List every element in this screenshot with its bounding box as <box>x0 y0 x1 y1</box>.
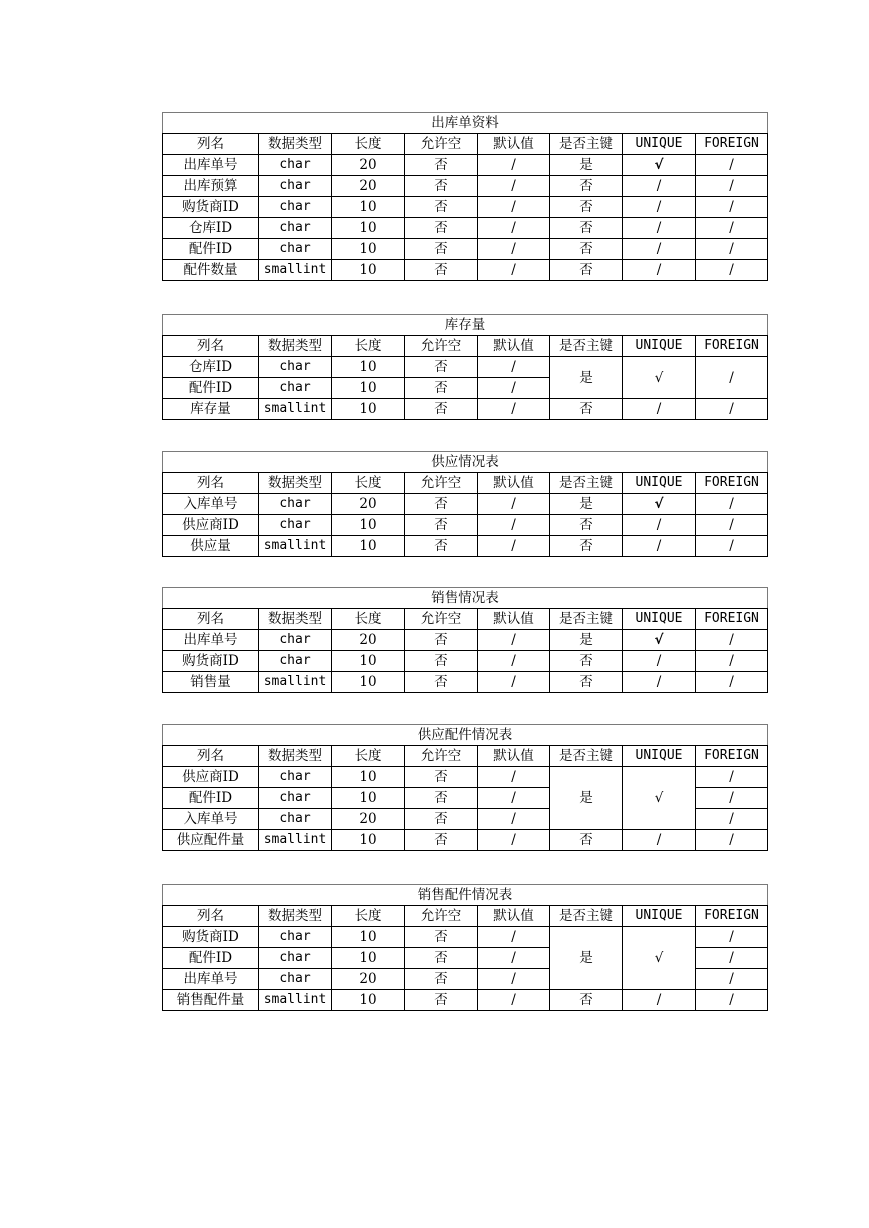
header-default: 默认值 <box>478 906 550 927</box>
header-nullable: 允许空 <box>405 336 478 357</box>
cell-data-type: smallint <box>259 830 332 851</box>
header-nullable: 允许空 <box>405 609 478 630</box>
cell-unique: / <box>623 239 696 260</box>
table-row <box>163 830 768 851</box>
header-unique: UNIQUE <box>623 906 696 927</box>
header-unique: UNIQUE <box>623 473 696 494</box>
cell-primary-key: 否 <box>550 176 623 197</box>
header-length: 长度 <box>332 906 405 927</box>
header-data-type: 数据类型 <box>259 134 332 155</box>
cell-default: / <box>478 536 550 557</box>
cell-default: / <box>478 948 550 969</box>
cell-unique: / <box>623 536 696 557</box>
cell-length: 10 <box>332 515 405 536</box>
cell-foreign: / <box>696 176 768 197</box>
cell-foreign: / <box>696 218 768 239</box>
cell-nullable: 否 <box>405 948 478 969</box>
cell-data-type: smallint <box>259 260 332 281</box>
cell-default: / <box>478 672 550 693</box>
table-title: 出库单资料 <box>163 113 768 134</box>
cell-length: 10 <box>332 378 405 399</box>
cell-column-name: 销售配件量 <box>163 990 259 1011</box>
cell-column-name: 购货商ID <box>163 651 259 672</box>
cell-length: 10 <box>332 399 405 420</box>
header-foreign: FOREIGN <box>696 609 768 630</box>
table-row <box>163 357 768 378</box>
header-nullable: 允许空 <box>405 746 478 767</box>
cell-nullable: 否 <box>405 197 478 218</box>
cell-column-name: 供应量 <box>163 536 259 557</box>
header-length: 长度 <box>332 336 405 357</box>
cell-data-type: smallint <box>259 536 332 557</box>
cell-column-name: 配件数量 <box>163 260 259 281</box>
cell-length: 20 <box>332 155 405 176</box>
cell-unique: √ <box>623 927 696 990</box>
cell-unique: / <box>623 515 696 536</box>
cell-unique: / <box>623 399 696 420</box>
header-primary-key: 是否主键 <box>550 473 623 494</box>
cell-data-type: smallint <box>259 399 332 420</box>
cell-primary-key: 否 <box>550 218 623 239</box>
cell-data-type: smallint <box>259 990 332 1011</box>
table-header-row <box>163 906 768 927</box>
cell-length: 10 <box>332 948 405 969</box>
table-row <box>163 630 768 651</box>
cell-unique: / <box>623 990 696 1011</box>
header-unique: UNIQUE <box>623 134 696 155</box>
header-column-name: 列名 <box>163 609 259 630</box>
cell-column-name: 配件ID <box>163 788 259 809</box>
header-column-name: 列名 <box>163 473 259 494</box>
header-column-name: 列名 <box>163 746 259 767</box>
cell-data-type: char <box>259 969 332 990</box>
cell-length: 10 <box>332 197 405 218</box>
header-primary-key: 是否主键 <box>550 134 623 155</box>
cell-foreign: / <box>696 651 768 672</box>
table-header-row <box>163 609 768 630</box>
cell-foreign: / <box>696 990 768 1011</box>
cell-nullable: 否 <box>405 399 478 420</box>
table-header-row <box>163 336 768 357</box>
cell-foreign: / <box>696 494 768 515</box>
cell-default: / <box>478 155 550 176</box>
header-primary-key: 是否主键 <box>550 746 623 767</box>
cell-primary-key: 是 <box>550 927 623 990</box>
cell-data-type: char <box>259 239 332 260</box>
table-row <box>163 176 768 197</box>
cell-unique: / <box>623 260 696 281</box>
cell-data-type: char <box>259 767 332 788</box>
cell-foreign: / <box>696 969 768 990</box>
header-default: 默认值 <box>478 609 550 630</box>
cell-default: / <box>478 197 550 218</box>
header-column-name: 列名 <box>163 134 259 155</box>
header-unique: UNIQUE <box>623 336 696 357</box>
header-primary-key: 是否主键 <box>550 609 623 630</box>
table-row <box>163 767 768 788</box>
cell-column-name: 仓库ID <box>163 357 259 378</box>
cell-foreign: / <box>696 239 768 260</box>
cell-data-type: char <box>259 515 332 536</box>
header-default: 默认值 <box>478 336 550 357</box>
cell-default: / <box>478 830 550 851</box>
header-length: 长度 <box>332 609 405 630</box>
cell-nullable: 否 <box>405 809 478 830</box>
table-row <box>163 990 768 1011</box>
cell-default: / <box>478 969 550 990</box>
cell-foreign: / <box>696 788 768 809</box>
cell-default: / <box>478 809 550 830</box>
cell-primary-key: 否 <box>550 399 623 420</box>
cell-default: / <box>478 515 550 536</box>
table-header-row <box>163 134 768 155</box>
header-nullable: 允许空 <box>405 473 478 494</box>
table-title-row <box>163 885 768 906</box>
table-row <box>163 536 768 557</box>
cell-column-name: 供应配件量 <box>163 830 259 851</box>
header-unique: UNIQUE <box>623 746 696 767</box>
table-row <box>163 494 768 515</box>
header-primary-key: 是否主键 <box>550 906 623 927</box>
cell-column-name: 入库单号 <box>163 494 259 515</box>
cell-nullable: 否 <box>405 515 478 536</box>
table-row <box>163 239 768 260</box>
header-data-type: 数据类型 <box>259 473 332 494</box>
table-row <box>163 197 768 218</box>
cell-data-type: char <box>259 218 332 239</box>
table-header-row <box>163 746 768 767</box>
cell-length: 10 <box>332 767 405 788</box>
header-default: 默认值 <box>478 134 550 155</box>
cell-foreign: / <box>696 630 768 651</box>
cell-length: 20 <box>332 176 405 197</box>
cell-primary-key: 否 <box>550 990 623 1011</box>
cell-length: 20 <box>332 969 405 990</box>
cell-default: / <box>478 927 550 948</box>
header-foreign: FOREIGN <box>696 336 768 357</box>
cell-unique: √ <box>623 630 696 651</box>
cell-column-name: 出库预算 <box>163 176 259 197</box>
table-title: 销售配件情况表 <box>163 885 768 906</box>
cell-data-type: char <box>259 788 332 809</box>
cell-nullable: 否 <box>405 239 478 260</box>
cell-primary-key: 否 <box>550 830 623 851</box>
table-title-row <box>163 725 768 746</box>
table-sales <box>162 587 768 693</box>
table-sales-parts <box>162 884 768 1011</box>
header-unique: UNIQUE <box>623 609 696 630</box>
cell-length: 10 <box>332 830 405 851</box>
cell-data-type: char <box>259 927 332 948</box>
cell-data-type: char <box>259 809 332 830</box>
cell-length: 10 <box>332 239 405 260</box>
cell-length: 10 <box>332 672 405 693</box>
cell-nullable: 否 <box>405 378 478 399</box>
header-nullable: 允许空 <box>405 906 478 927</box>
cell-length: 20 <box>332 809 405 830</box>
cell-length: 20 <box>332 630 405 651</box>
cell-column-name: 供应商ID <box>163 515 259 536</box>
cell-foreign: / <box>696 830 768 851</box>
cell-data-type: char <box>259 651 332 672</box>
cell-default: / <box>478 260 550 281</box>
cell-foreign: / <box>696 809 768 830</box>
cell-primary-key: 是 <box>550 155 623 176</box>
header-length: 长度 <box>332 473 405 494</box>
table-supply <box>162 451 768 557</box>
cell-foreign: / <box>696 536 768 557</box>
header-foreign: FOREIGN <box>696 746 768 767</box>
table-title: 销售情况表 <box>163 588 768 609</box>
table-title: 供应配件情况表 <box>163 725 768 746</box>
cell-default: / <box>478 239 550 260</box>
cell-column-name: 出库单号 <box>163 155 259 176</box>
cell-column-name: 配件ID <box>163 948 259 969</box>
table-title: 库存量 <box>163 315 768 336</box>
cell-column-name: 配件ID <box>163 239 259 260</box>
cell-nullable: 否 <box>405 927 478 948</box>
header-data-type: 数据类型 <box>259 336 332 357</box>
table-row <box>163 260 768 281</box>
cell-nullable: 否 <box>405 672 478 693</box>
table-row <box>163 672 768 693</box>
cell-unique: √ <box>623 155 696 176</box>
cell-data-type: char <box>259 197 332 218</box>
cell-length: 10 <box>332 927 405 948</box>
cell-nullable: 否 <box>405 830 478 851</box>
cell-column-name: 销售量 <box>163 672 259 693</box>
cell-default: / <box>478 218 550 239</box>
cell-primary-key: 是 <box>550 357 623 399</box>
cell-default: / <box>478 494 550 515</box>
table-title-row <box>163 452 768 473</box>
header-data-type: 数据类型 <box>259 746 332 767</box>
table-row <box>163 515 768 536</box>
table-row <box>163 651 768 672</box>
table-inventory <box>162 314 768 420</box>
cell-primary-key: 是 <box>550 494 623 515</box>
cell-unique: √ <box>623 767 696 830</box>
cell-column-name: 供应商ID <box>163 767 259 788</box>
cell-column-name: 购货商ID <box>163 927 259 948</box>
cell-primary-key: 是 <box>550 767 623 830</box>
cell-nullable: 否 <box>405 176 478 197</box>
cell-data-type: char <box>259 378 332 399</box>
header-data-type: 数据类型 <box>259 609 332 630</box>
cell-primary-key: 否 <box>550 651 623 672</box>
cell-data-type: char <box>259 494 332 515</box>
cell-unique: √ <box>623 357 696 399</box>
cell-data-type: char <box>259 155 332 176</box>
table-row <box>163 218 768 239</box>
cell-foreign: / <box>696 927 768 948</box>
header-default: 默认值 <box>478 473 550 494</box>
cell-length: 10 <box>332 357 405 378</box>
cell-default: / <box>478 788 550 809</box>
cell-foreign: / <box>696 672 768 693</box>
cell-unique: / <box>623 218 696 239</box>
cell-nullable: 否 <box>405 494 478 515</box>
cell-column-name: 入库单号 <box>163 809 259 830</box>
cell-primary-key: 是 <box>550 630 623 651</box>
cell-primary-key: 否 <box>550 260 623 281</box>
cell-data-type: smallint <box>259 672 332 693</box>
cell-column-name: 库存量 <box>163 399 259 420</box>
cell-foreign: / <box>696 399 768 420</box>
header-default: 默认值 <box>478 746 550 767</box>
header-foreign: FOREIGN <box>696 906 768 927</box>
header-data-type: 数据类型 <box>259 906 332 927</box>
cell-nullable: 否 <box>405 357 478 378</box>
cell-foreign: / <box>696 155 768 176</box>
cell-data-type: char <box>259 176 332 197</box>
cell-length: 10 <box>332 218 405 239</box>
cell-length: 10 <box>332 536 405 557</box>
cell-nullable: 否 <box>405 969 478 990</box>
cell-data-type: char <box>259 357 332 378</box>
cell-primary-key: 否 <box>550 515 623 536</box>
table-row <box>163 155 768 176</box>
cell-default: / <box>478 176 550 197</box>
table-title-row <box>163 113 768 134</box>
cell-primary-key: 否 <box>550 536 623 557</box>
cell-column-name: 仓库ID <box>163 218 259 239</box>
cell-default: / <box>478 990 550 1011</box>
cell-nullable: 否 <box>405 630 478 651</box>
table-outbound-order <box>162 112 768 281</box>
cell-foreign: / <box>696 197 768 218</box>
header-foreign: FOREIGN <box>696 134 768 155</box>
cell-unique: / <box>623 197 696 218</box>
header-primary-key: 是否主键 <box>550 336 623 357</box>
cell-length: 10 <box>332 788 405 809</box>
cell-length: 10 <box>332 260 405 281</box>
cell-default: / <box>478 630 550 651</box>
cell-unique: / <box>623 651 696 672</box>
cell-unique: / <box>623 830 696 851</box>
cell-length: 20 <box>332 494 405 515</box>
cell-foreign: / <box>696 357 768 399</box>
cell-column-name: 购货商ID <box>163 197 259 218</box>
cell-nullable: 否 <box>405 260 478 281</box>
cell-default: / <box>478 357 550 378</box>
cell-nullable: 否 <box>405 155 478 176</box>
cell-default: / <box>478 767 550 788</box>
cell-primary-key: 否 <box>550 239 623 260</box>
table-title-row <box>163 588 768 609</box>
table-row <box>163 927 768 948</box>
cell-column-name: 出库单号 <box>163 969 259 990</box>
cell-nullable: 否 <box>405 651 478 672</box>
cell-foreign: / <box>696 260 768 281</box>
header-column-name: 列名 <box>163 336 259 357</box>
table-title-row <box>163 315 768 336</box>
table-supply-parts <box>162 724 768 851</box>
header-nullable: 允许空 <box>405 134 478 155</box>
cell-unique: / <box>623 672 696 693</box>
cell-nullable: 否 <box>405 767 478 788</box>
cell-primary-key: 否 <box>550 197 623 218</box>
cell-primary-key: 否 <box>550 672 623 693</box>
table-row <box>163 399 768 420</box>
table-header-row <box>163 473 768 494</box>
cell-data-type: char <box>259 948 332 969</box>
cell-default: / <box>478 651 550 672</box>
cell-data-type: char <box>259 630 332 651</box>
cell-nullable: 否 <box>405 536 478 557</box>
cell-length: 10 <box>332 990 405 1011</box>
cell-unique: √ <box>623 494 696 515</box>
cell-foreign: / <box>696 515 768 536</box>
table-title: 供应情况表 <box>163 452 768 473</box>
header-length: 长度 <box>332 746 405 767</box>
header-foreign: FOREIGN <box>696 473 768 494</box>
cell-nullable: 否 <box>405 218 478 239</box>
cell-foreign: / <box>696 767 768 788</box>
cell-column-name: 配件ID <box>163 378 259 399</box>
cell-nullable: 否 <box>405 990 478 1011</box>
cell-unique: / <box>623 176 696 197</box>
cell-column-name: 出库单号 <box>163 630 259 651</box>
cell-nullable: 否 <box>405 788 478 809</box>
header-length: 长度 <box>332 134 405 155</box>
cell-foreign: / <box>696 948 768 969</box>
cell-default: / <box>478 378 550 399</box>
cell-default: / <box>478 399 550 420</box>
cell-length: 10 <box>332 651 405 672</box>
header-column-name: 列名 <box>163 906 259 927</box>
